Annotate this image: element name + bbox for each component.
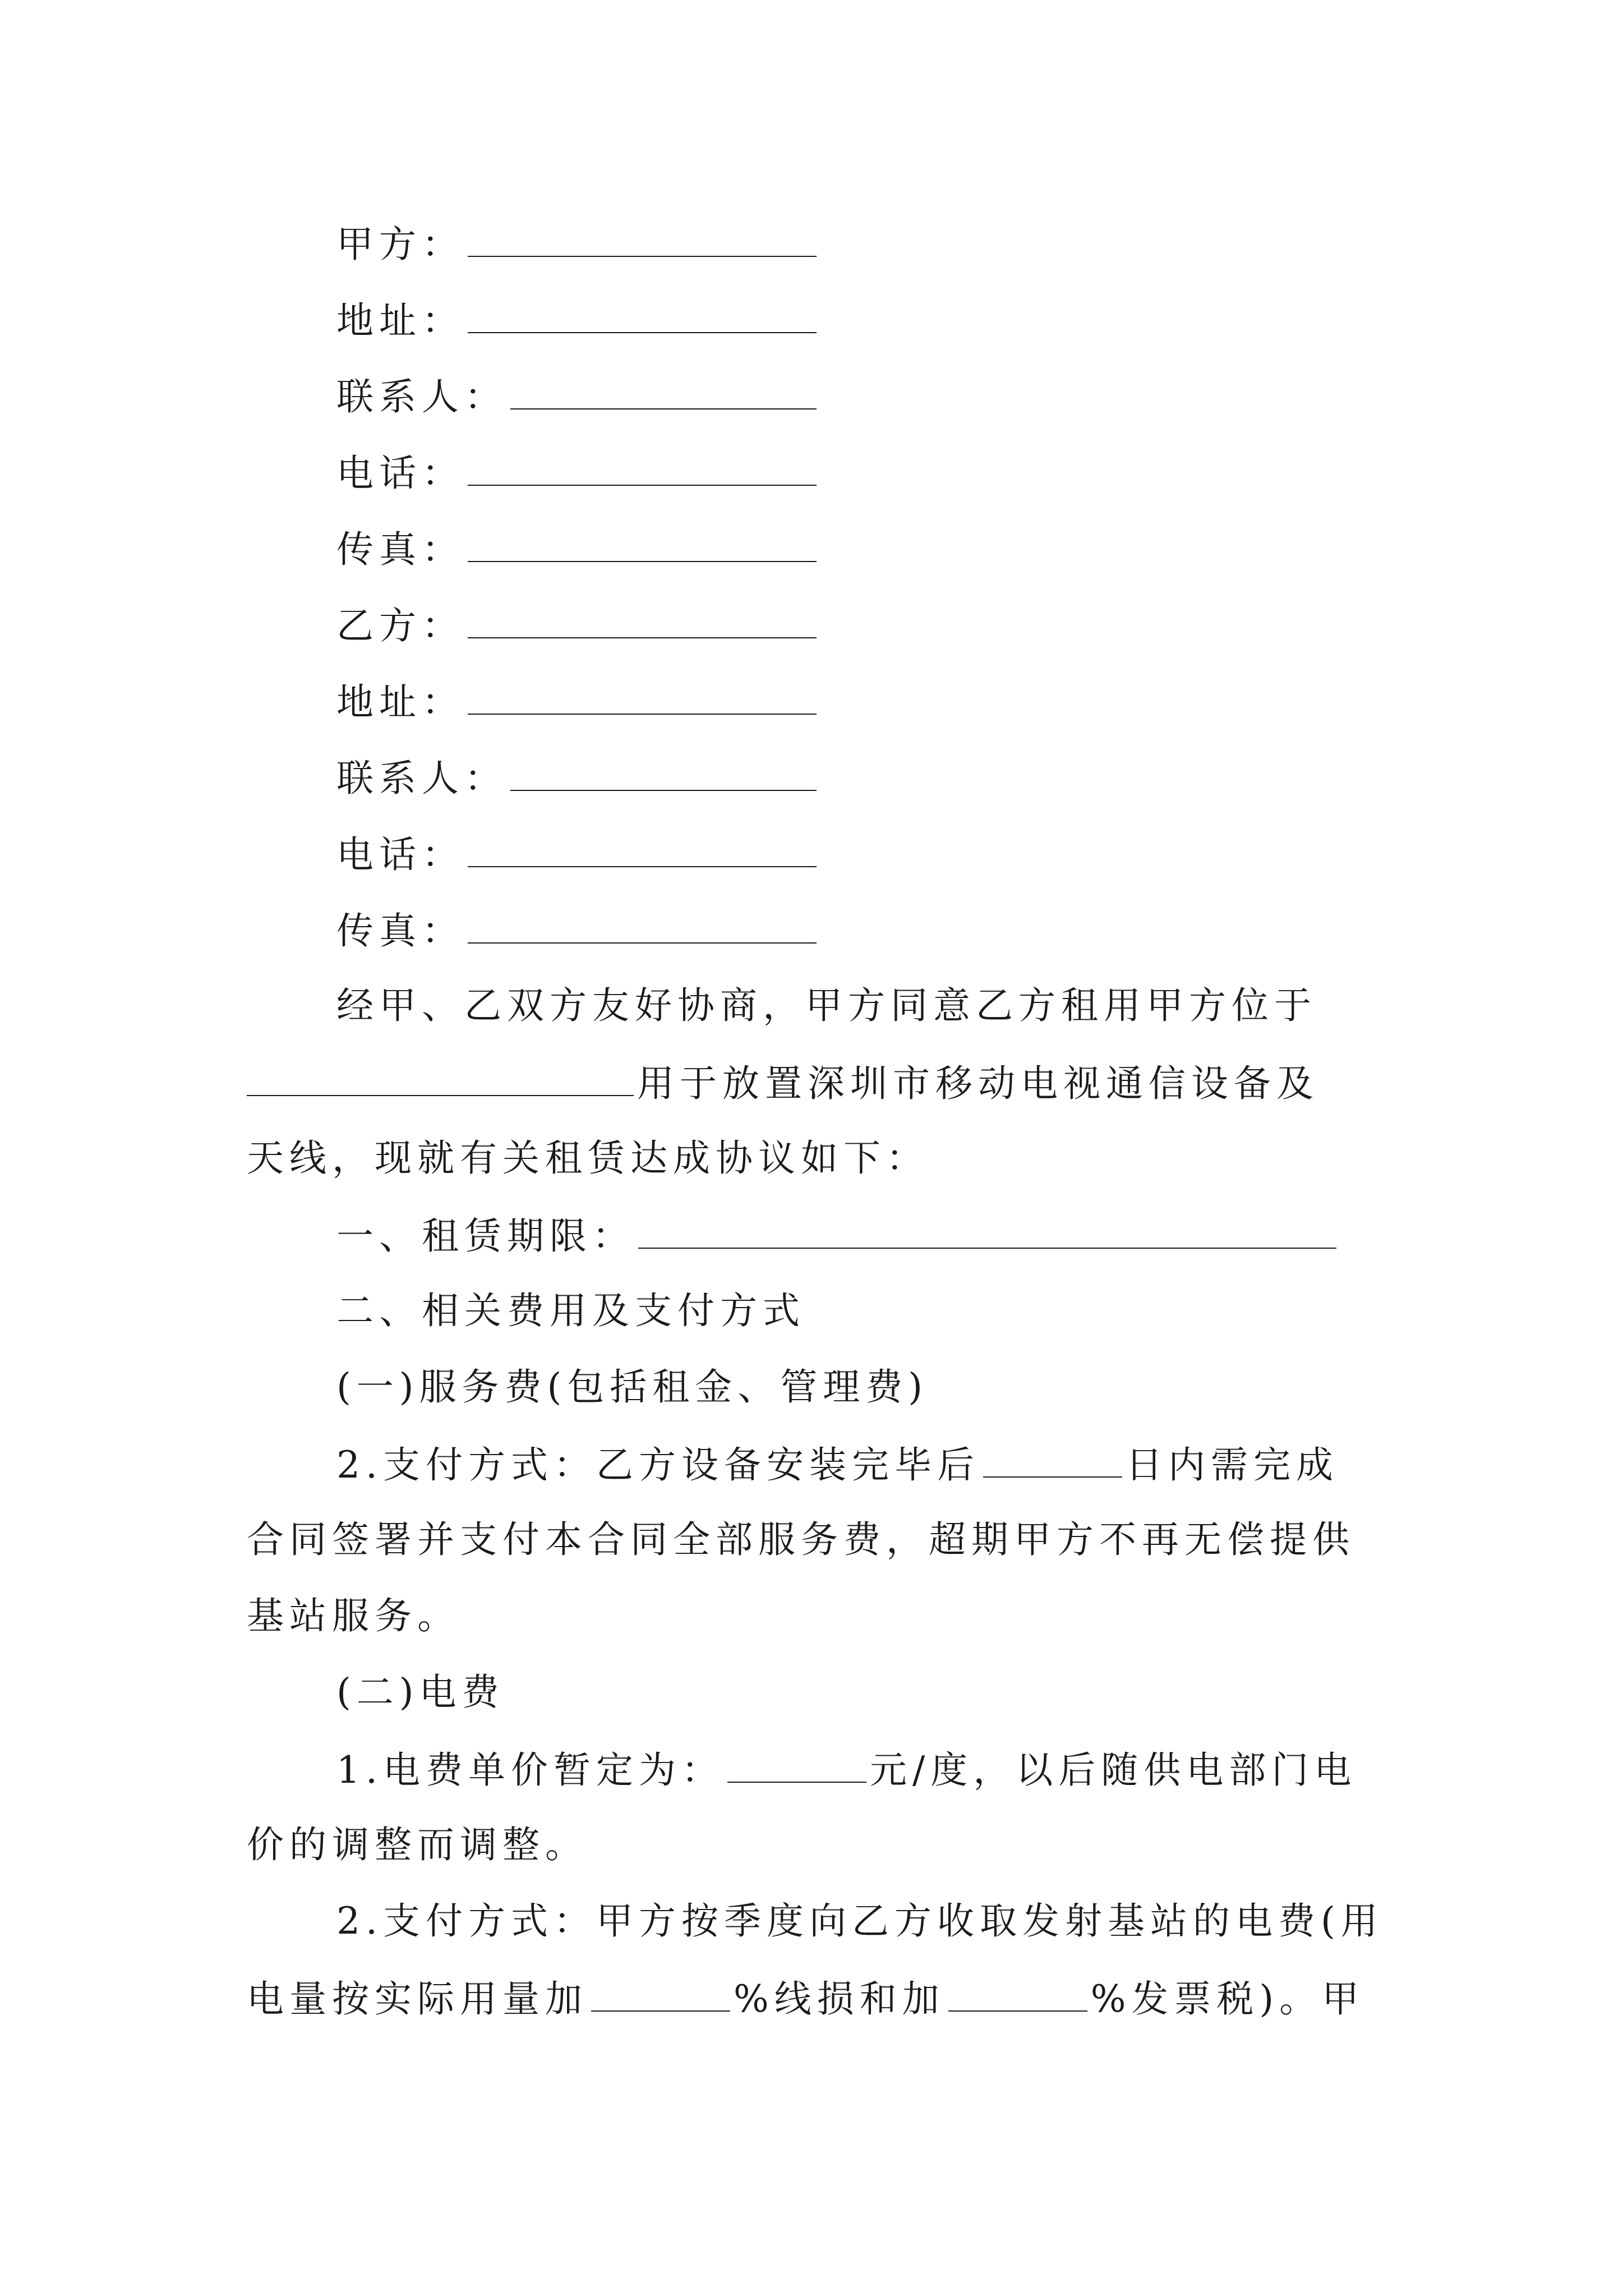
electricity-payment-line-2 — [247, 1977, 1365, 2021]
line-loss-percent-blank — [591, 1979, 730, 2012]
service-fee-payment-line-1 — [336, 1443, 1339, 1487]
service-fee-payment-line-3: 基站服务。 — [247, 1594, 460, 1637]
party-a-contact-row — [336, 377, 820, 416]
party-b-title-blank — [468, 606, 817, 638]
party-a-address-label: 地址： — [336, 299, 464, 342]
service-fee-payment-text-a: 2.支付方式：乙方设备安装完毕后 — [336, 1443, 980, 1487]
electricity-price-blank — [727, 1750, 866, 1783]
party-b-address-label: 地址： — [336, 680, 464, 724]
party-a-address-row — [336, 299, 820, 342]
party-a-title-row — [336, 223, 820, 266]
party-b-fax-label: 传真： — [336, 909, 464, 953]
intro-line-3: 天线，现就有关租赁达成协议如下： — [247, 1137, 929, 1180]
party-b-contact-blank — [510, 758, 817, 791]
party-b-phone-row — [336, 833, 820, 876]
party-b-fax-blank — [468, 911, 817, 944]
section-1-row — [336, 1214, 1340, 1258]
intro-line-2 — [247, 1062, 1319, 1105]
electricity-price-line-1 — [336, 1749, 1357, 1792]
party-a-phone-blank — [468, 453, 817, 486]
party-a-phone-label: 电话： — [336, 452, 464, 495]
party-a-fax-row — [336, 528, 820, 571]
electricity-price-text-a: 1.电费单价暂定为： — [336, 1749, 724, 1792]
party-a-contact-blank — [510, 377, 817, 409]
intro-location-blank — [247, 1064, 634, 1096]
electricity-price-line-2: 价的调整而调整。 — [247, 1823, 588, 1866]
party-b-address-blank — [468, 682, 817, 715]
party-a-fax-blank — [468, 530, 817, 562]
party-b-contact-label: 联系人： — [336, 757, 507, 800]
party-b-fax-row — [336, 909, 820, 953]
party-a-contact-label: 联系人： — [336, 375, 507, 418]
party-b-address-row — [336, 680, 820, 724]
electricity-price-text-b: 元/度，以后随供电部门电 — [869, 1749, 1357, 1792]
intro-line-1: 经甲、乙双方友好协商，甲方同意乙方租用甲方位于 — [336, 984, 1317, 1027]
section-2-heading: 二、相关费用及支付方式 — [336, 1289, 805, 1332]
service-fee-payment-line-2: 合同签署并支付本合同全部服务费，超期甲方不再无偿提供 — [247, 1518, 1355, 1561]
service-fee-payment-text-b: 日内需完成 — [1125, 1443, 1339, 1487]
party-b-title-label: 乙方： — [336, 604, 464, 647]
lease-term-blank — [638, 1216, 1336, 1249]
electricity-payment-text-c: %发票税)。甲 — [1090, 1977, 1365, 2021]
party-b-phone-label: 电话： — [336, 833, 464, 876]
party-a-title-label: 甲方： — [336, 223, 464, 266]
intro-line-2-text: 用于放置深圳市移动电视通信设备及 — [637, 1062, 1319, 1105]
section-1-label: 一、租赁期限： — [336, 1214, 635, 1258]
electricity-payment-line-1: 2.支付方式：甲方按季度向乙方收取发射基站的电费(用 — [336, 1899, 1384, 1943]
party-a-phone-row — [336, 452, 820, 495]
electricity-heading: (二)电费 — [336, 1671, 505, 1714]
service-fee-heading: (一)服务费(包括租金、管理费) — [336, 1365, 928, 1409]
party-a-title-blank — [468, 224, 817, 257]
electricity-payment-text-a: 电量按实际用量加 — [247, 1977, 588, 2021]
party-b-title-row — [336, 606, 820, 645]
electricity-payment-text-b: %线损和加 — [734, 1977, 945, 2021]
party-b-phone-blank — [468, 835, 817, 867]
invoice-tax-percent-blank — [948, 1979, 1087, 2012]
party-a-address-blank — [468, 301, 817, 333]
party-a-fax-label: 传真： — [336, 528, 464, 571]
party-b-contact-row — [336, 757, 820, 800]
service-fee-days-blank — [983, 1445, 1122, 1478]
